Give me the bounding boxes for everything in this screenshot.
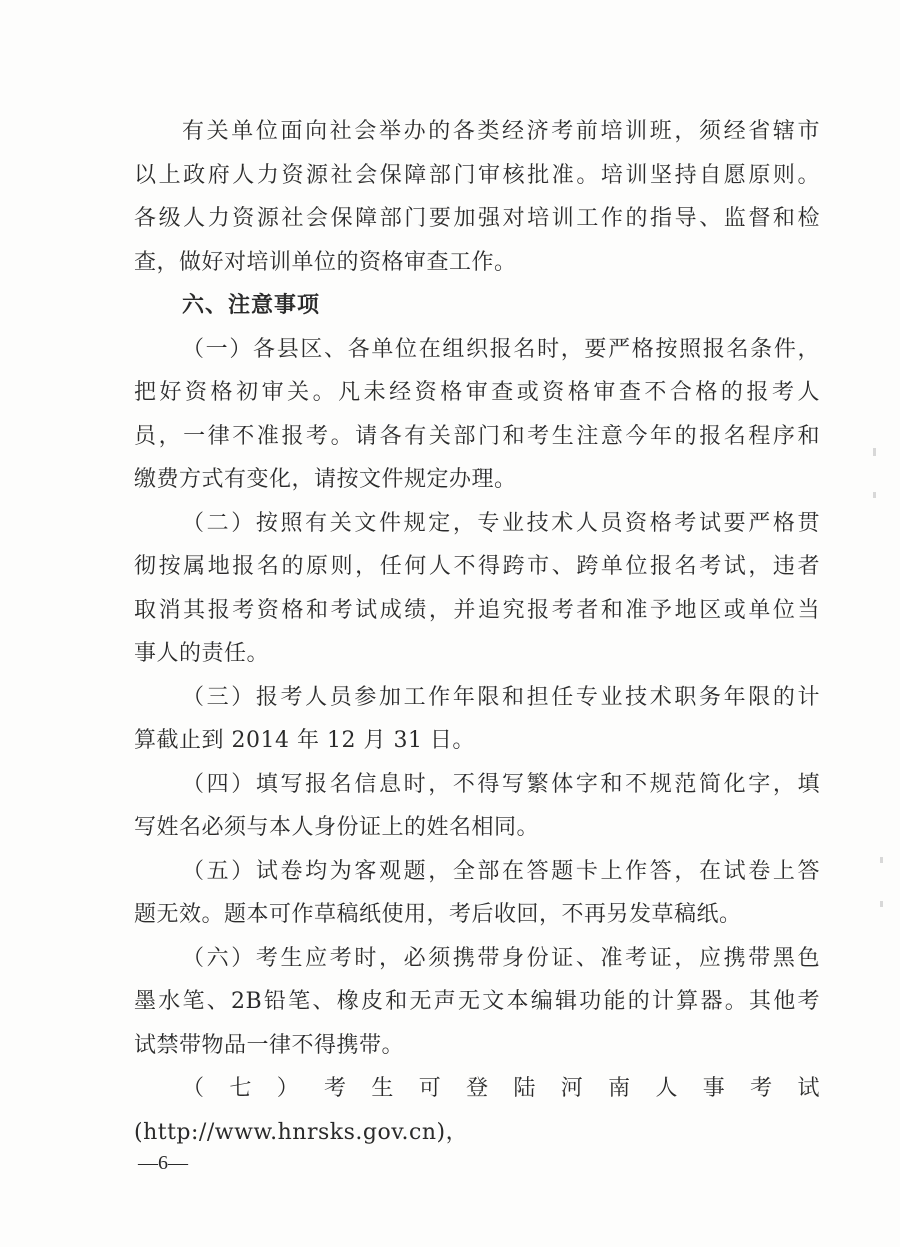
- page-number: —6—: [138, 1152, 188, 1174]
- text-line: 把好资格初审关。凡未经资格审查或资格审查不合格的报考人: [134, 380, 820, 405]
- text-line: （五）试卷均为客观题，全部在答题卡上作答，在试卷上答: [182, 858, 820, 884]
- scan-artifact: [880, 857, 883, 863]
- scan-artifact: [873, 448, 876, 456]
- notice-item-6: [134, 937, 820, 1068]
- notice-item-1: [134, 328, 820, 502]
- text-line: 缴费方式有变化，请按文件规定办理。: [134, 467, 517, 492]
- notice-item-3: [134, 676, 820, 763]
- text-line: 员，一律不准报考。请各有关部门和考生注意今年的报名程序和: [134, 423, 820, 449]
- notice-item-7: [134, 1067, 820, 1154]
- text-line: （六）考生应考时，必须携带身份证、准考证，应携带黑色: [182, 945, 820, 971]
- text-line: 查，做好对培训单位的资格审查工作。: [134, 249, 517, 275]
- document-body: [134, 110, 820, 1154]
- scan-artifact: [873, 492, 876, 498]
- text-line: 取消其报考资格和考试成绩，并追究报考者和准予地区或单位当: [134, 597, 820, 623]
- text-line: （一）各县区、各单位在组织报名时，要严格按照报名条件，: [182, 336, 820, 362]
- notice-item-4: [134, 763, 820, 850]
- section-heading: 六、注意事项: [182, 293, 321, 318]
- text-line: 以上政府人力资源社会保障部门审核批准。培训坚持自愿原则。: [134, 162, 820, 188]
- scan-artifact: [880, 901, 883, 907]
- text-line: 题无效。题本可作草稿纸使用，考后收回，不再另发草稿纸。: [134, 902, 742, 927]
- text-line: 墨水笔、2B铅笔、橡皮和无声无文本编辑功能的计算器。其他考: [134, 989, 820, 1014]
- text-line: （七）考生可登陆河南人事考试(http://www.hnrsks.gov.cn)，: [134, 1076, 820, 1145]
- notice-item-2: [134, 502, 820, 676]
- text-line: （三）报考人员参加工作年限和担任专业技术职务年限的计: [182, 684, 820, 710]
- text-line: 试禁带物品一律不得携带。: [134, 1032, 405, 1058]
- text-line: 写姓名必须与本人身份证上的姓名相同。: [134, 815, 540, 840]
- text-line: 彻按属地报名的原则，任何人不得跨市、跨单位报名考试，违者: [134, 554, 820, 579]
- text-line: 算截止到 2014 年 12 月 31 日。: [134, 728, 475, 753]
- text-line: （四）填写报名信息时，不得写繁体字和不规范简化字，填: [182, 771, 820, 797]
- text-line: 事人的责任。: [134, 641, 270, 666]
- notice-item-5: [134, 850, 820, 937]
- text-line: 有关单位面向社会举办的各类经济考前培训班，须经省辖市: [182, 119, 820, 144]
- text-line: 各级人力资源社会保障部门要加强对培训工作的指导、监督和检: [134, 206, 820, 231]
- training-paragraph: [134, 110, 820, 284]
- text-line: （二）按照有关文件规定，专业技术人员资格考试要严格贯: [182, 510, 820, 536]
